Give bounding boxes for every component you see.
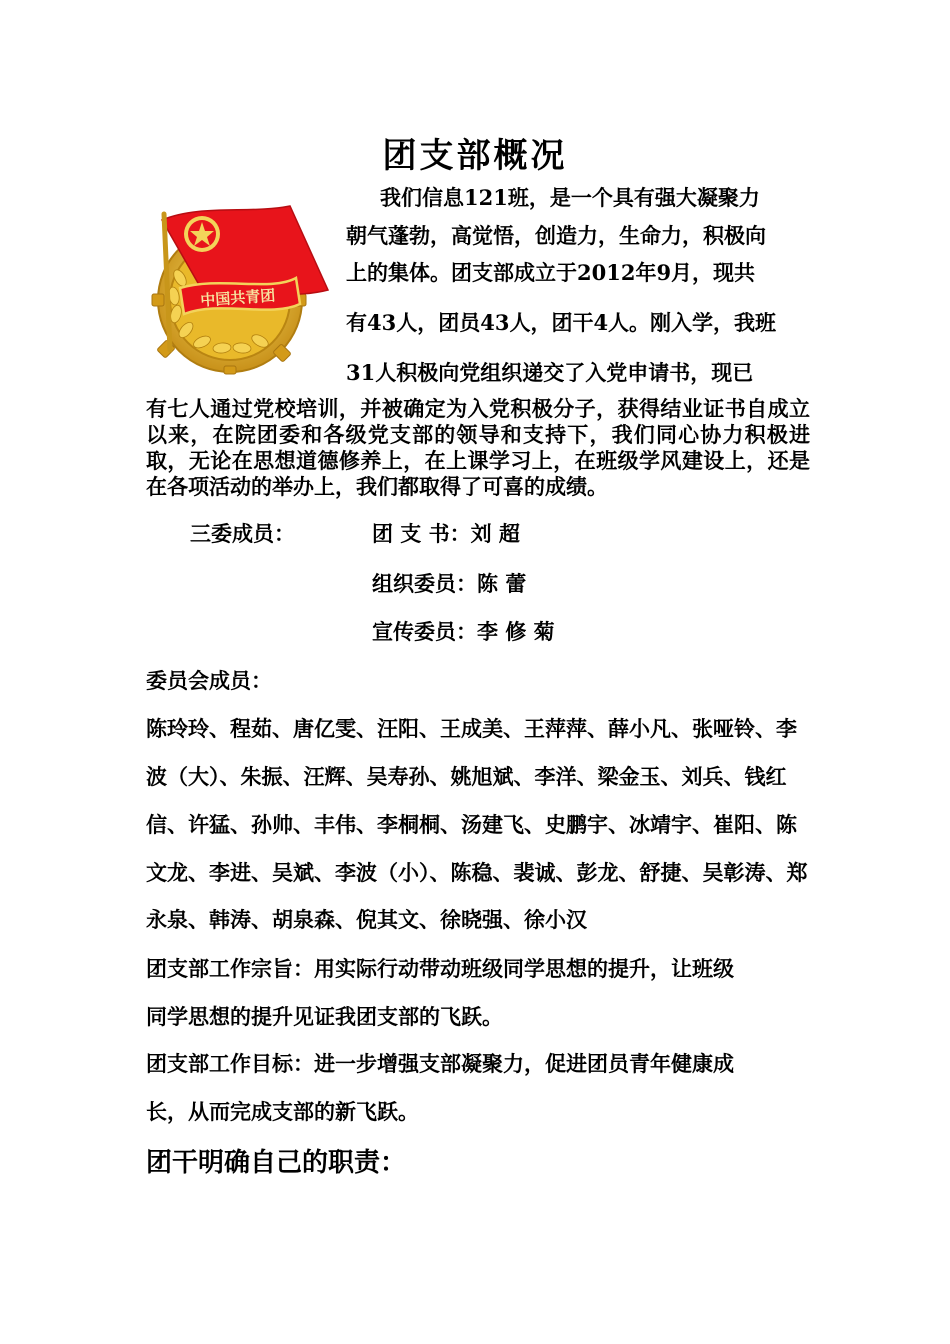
purpose-line-2: 同学思想的提升见证我团支部的飞跃。 [146,1004,503,1029]
intro-line-4: 有43人，团员43人，团干4人。刚入学，我班 [346,310,777,335]
committee-label: 三委成员： [190,521,295,546]
intro-line-5: 31人积极向党组织递交了入党申请书，现已 [346,360,754,385]
intro-paragraph: 有七人通过党校培训，并被确定为入党积极分子，获得结业证书自成立以来，在院团委和各级党支部的领导和支持下，我们同心协力积极进取，无论在思想道德修养上，在上课学习上，在班级学风建设上，还是在各项活动的举办上，我们都取得了可喜的成绩。 [146,396,810,499]
committee-secretary: 团 支 书：刘 超 [372,521,520,546]
youth-league-emblem-icon [140,200,335,375]
intro-line-1: 我们信息121班，是一个具有强大凝聚力 [380,185,760,210]
members-line-3: 信、许猛、孙帅、丰伟、李桐桐、汤建飞、史鹏宇、冰靖宇、崔阳、陈 [146,812,797,837]
members-line-1: 陈玲玲、程茹、唐亿雯、汪阳、王成美、王萍萍、薛小凡、张哑铃、李 [146,716,797,741]
committee-organization: 组织委员：陈 蕾 [372,571,527,596]
intro-line-3: 上的集体。团支部成立于2012年9月，现共 [346,260,756,285]
page-title: 团支部概况 [382,136,568,176]
section-heading: 团干明确自己的职责： [146,1148,407,1178]
purpose-line-1: 团支部工作宗旨：用实际行动带动班级同学思想的提升，让班级 [146,956,734,981]
members-line-4: 文龙、李进、吴斌、李波（小）、陈稳、裴诚、彭龙、舒捷、吴彰涛、郑 [146,860,808,885]
committee-propaganda: 宣传委员：李 修 菊 [372,619,555,644]
emblem-text: 中国共青团 [199,286,276,310]
goal-line-1: 团支部工作目标：进一步增强支部凝聚力，促进团员青年健康成 [146,1051,734,1076]
goal-line-2: 长，从而完成支部的新飞跃。 [146,1099,419,1124]
members-line-2: 波（大）、朱振、汪辉、吴寿孙、姚旭斌、李洋、梁金玉、刘兵、钱红 [146,764,787,789]
members-line-5: 永泉、韩涛、胡泉森、倪其文、徐晓强、徐小汉 [146,907,587,932]
members-label: 委员会成员： [146,668,272,693]
intro-line-2: 朝气蓬勃，高觉悟，创造力，生命力，积极向 [346,223,766,248]
